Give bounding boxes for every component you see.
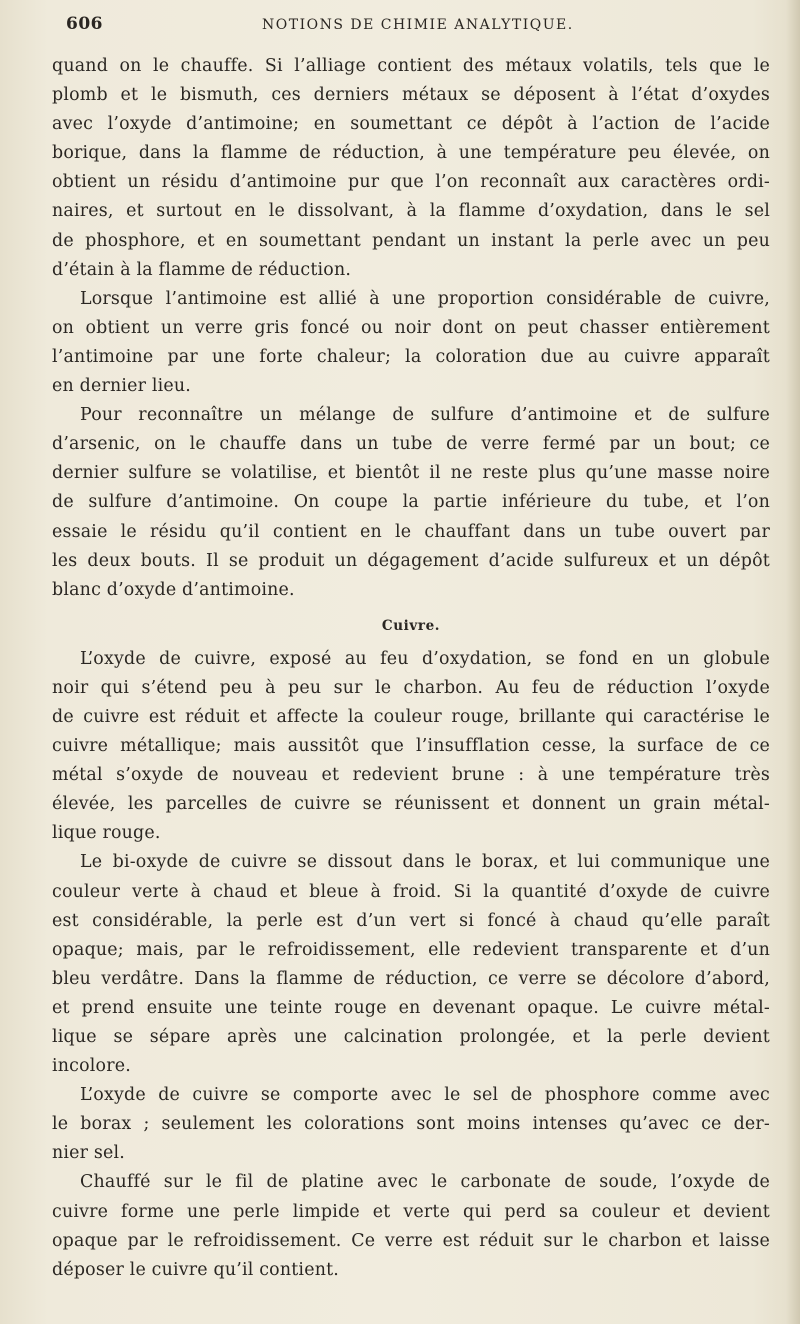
text-line: Pour reconnaître un mélange de sulfure d’antimoine et de sulfure — [80, 405, 770, 426]
text-line: dernier sulfure se volatilise, et bientôt il ne reste plus qu’une masse noire — [52, 463, 770, 484]
text-line: borique, dans la flamme de réduction, à une température peu élevée, on — [52, 143, 770, 164]
text-line: métal s’oxyde de nouveau et redevient brune : à une température très — [52, 765, 770, 786]
text-line: lique se sépare après une calcination prolongée, et la perle devient — [52, 1027, 770, 1047]
text-line: noir qui s’étend peu à peu sur le charbon. Au feu de réduction l’oxyde — [52, 677, 770, 698]
page-header — [66, 14, 766, 38]
text-line: bleu verdâtre. Dans la flamme de réduction, ce verre se décolore d’abord, — [52, 968, 770, 989]
text-line: les deux bouts. Il se produit un dégagement d’acide sulfureux et un dépôt — [52, 550, 770, 571]
page-number: 606 — [66, 14, 103, 34]
text-line: cuivre métallique; mais aussitôt que l’insufflation cesse, la surface de ce — [52, 736, 770, 757]
body-text — [52, 52, 770, 1285]
text-line: essaie le résidu qu’il contient en le chauffant dans un tube ouvert par — [52, 521, 770, 542]
text-line: Le bi-oxyde de cuivre se dissout dans le borax, et lui communique une — [80, 852, 770, 873]
running-title: NOTIONS DE CHIMIE ANALYTIQUE. — [262, 17, 574, 33]
text-line: avec l’oxyde d’antimoine; en soumettant ce dépôt à l’action de l’acide — [52, 114, 770, 135]
page-edge-shadow — [786, 0, 800, 1324]
text-line: quand on le chauffe. Si l’alliage contient des métaux volatils, tels que le — [52, 56, 770, 76]
paragraph-alloy-volatile-metals — [52, 52, 770, 285]
text-line: opaque; mais, par le refroidissement, elle redevient transparente et d’un — [52, 939, 770, 960]
text-line: couleur verte à chaud et bleue à froid. Si la quantité d’oxyde de cuivre — [52, 881, 770, 902]
paragraph-copper-soda-carbonate — [52, 1168, 770, 1284]
text-line: est considérable, la perle est d’un vert si foncé à chaud qu’elle paraît — [52, 910, 770, 931]
text-line: d’arsenic, on le chauffe dans un tube de verre fermé par un bout; ce — [52, 434, 770, 455]
text-line: le borax ; seulement les colorations sont moins intenses qu’avec ce der- — [52, 1114, 770, 1135]
text-line: L’oxyde de cuivre, exposé au feu d’oxydation, se fond en un globule — [80, 648, 770, 669]
text-line: L’oxyde de cuivre se comporte avec le sel de phosphore comme avec — [80, 1085, 770, 1106]
text-line: Chauffé sur le fil de platine avec le carbonate de soude, l’oxyde de — [80, 1172, 770, 1193]
text-line: opaque par le refroidissement. Ce verre est réduit sur le charbon et laisse — [52, 1230, 770, 1251]
text-line: élevée, les parcelles de cuivre se réunissent et donnent un grain métal- — [52, 794, 770, 815]
text-line: l’antimoine par une forte chaleur; la coloration due au cuivre apparaît — [52, 346, 770, 367]
text-line: blanc d’oxyde d’antimoine. — [52, 579, 295, 600]
text-line: et prend ensuite une teinte rouge en devenant opaque. Le cuivre métal- — [52, 997, 770, 1018]
text-line: obtient un résidu d’antimoine pur que l’on reconnaît aux caractères ordi- — [52, 172, 770, 193]
text-line: incolore. — [52, 1056, 131, 1077]
paragraph-copper-oxide-flame — [52, 645, 770, 849]
paragraph-sulfide-mixture — [52, 401, 770, 605]
text-line: Lorsque l’antimoine est allié à une proportion considérable de cuivre, — [80, 288, 770, 309]
text-line: d’étain à la flamme de réduction. — [52, 259, 352, 280]
text-line: en dernier lieu. — [52, 376, 191, 397]
paragraph-copper-phosphorus-salt — [52, 1081, 770, 1168]
text-line: déposer le cuivre qu’il contient. — [52, 1259, 340, 1280]
section-heading: Cuivre. — [381, 617, 441, 634]
text-line: plomb et le bismuth, ces derniers métaux se déposent à l’état d’oxydes — [52, 85, 770, 106]
text-line: naires, et surtout en le dissolvant, à la flamme d’oxydation, dans le sel — [52, 201, 770, 222]
text-line: de phosphore, et en soumettant pendant un instant la perle avec un peu — [52, 230, 770, 251]
paragraph-copper-borax — [52, 848, 770, 1081]
text-line: nier sel. — [52, 1143, 126, 1164]
text-line: de sulfure d’antimoine. On coupe la partie inférieure du tube, et l’on — [52, 492, 770, 513]
text-line: de cuivre est réduit et affecte la couleur rouge, brillante qui caractérise le — [52, 706, 770, 727]
paragraph-antimony-copper — [52, 285, 770, 401]
text-line: lique rouge. — [52, 823, 161, 844]
text-line: cuivre forme une perle limpide et verte qui perd sa couleur et devient — [52, 1201, 770, 1222]
text-line: on obtient un verre gris foncé ou noir dont on peut chasser entièrement — [52, 317, 770, 338]
